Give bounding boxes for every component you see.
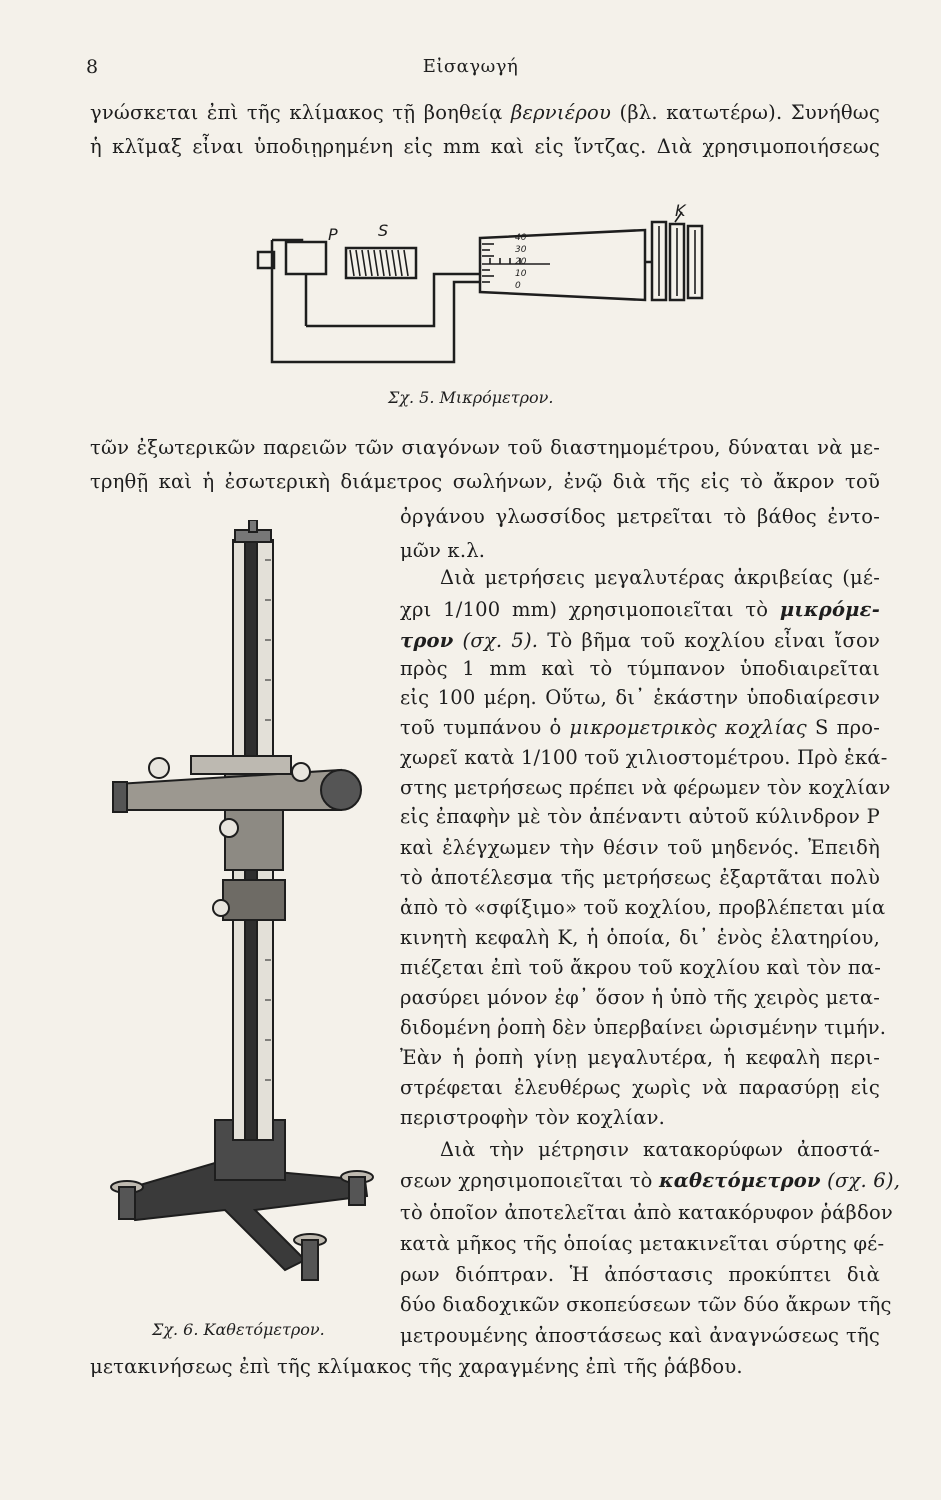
page-number: 8 [86,56,99,78]
text-line: τὸ ἀποτέλεσμα τῆς μετρήσεως ἐξαρτᾶται πολὺ [400,866,880,889]
text-line: ὀργάνου γλωσσίδος μετρεῖται τὸ βάθος ἐντο- [400,505,880,528]
label-p: P [328,225,338,244]
label-k: K [675,201,686,220]
text-line: τῶν ἐξωτερικῶν παρειῶν τῶν σιαγόνων τοῦ διαστημομέτρου, δύναται νὰ με- [90,436,880,459]
text-line: ἀπὸ τὸ «σφίξιμο» τοῦ κοχλίου, προβλέπεται μία [400,896,886,919]
text-line: τοῦ τυμπάνου ὁ μικρομετρικὸς κοχλίας S προ- [400,716,880,739]
text-line: πιέζεται ἐπὶ τοῦ ἄκρου τοῦ κοχλίου καὶ τὸν πα- [400,956,882,979]
text-line: ἡ κλῖμαξ εἶναι ὑποδιῃρημένη εἰς mm καὶ εἰς ἴντζας. Διὰ χρησιμοποιήσεως [90,135,880,158]
scale-tick-label: 10 [515,269,527,279]
text-line: πρὸς 1 mm καὶ τὸ τύμπανον ὑποδιαιρεῖται [400,657,880,680]
text-line: διδομένη ῥοπὴ δὲν ὑπερβαίνει ὡρισμένην τιμήν. [400,1016,887,1039]
text-line: μῶν κ.λ. [400,539,486,562]
text-line: χρι 1/100 mm) χρησιμοποιεῖται τὸ μικρόμε- [400,598,880,621]
text-line: κατὰ μῆκος τῆς ὁποίας μετακινεῖται σύρτης φέ- [400,1232,885,1255]
text-line: μετακινήσεως ἐπὶ τῆς κλίμακος τῆς χαραγμένης ἐπὶ τῆς ῥάβδου. [90,1355,743,1378]
page-header [0,56,941,82]
text-line: ρασύρει μόνον ἐφ᾽ ὅσον ἡ ὑπὸ τῆς χειρὸς μετα- [400,986,880,1009]
text-line: τρηθῇ καὶ ἡ ἐσωτερικὴ διάμετρος σωλήνων, ἐνῷ διὰ τῆς εἰς τὸ ἄκρον τοῦ [90,470,880,493]
text-line: εἰς ἐπαφὴν μὲ τὸν ἀπέναντι αὐτοῦ κύλινδρον P [400,805,880,828]
text-line: κινητὴ κεφαλὴ K, ἡ ὁποία, δι᾽ ἑνὸς ἐλατηρίου, [400,926,880,949]
text-line: εἰς 100 μέρη. Οὕτω, δι᾽ ἑκάστην ὑποδιαίρεσιν [400,686,880,709]
scale-tick-label: 0 [515,281,521,291]
text-line: καὶ ἐλέγχωμεν τὴν θέσιν τοῦ μηδενός. Ἐπειδὴ [400,836,880,859]
text-line: τρον (σχ. 5). Τὸ βῆμα τοῦ κοχλίου εἶναι ἴσον [400,629,880,652]
text-line: Ἐὰν ἡ ῥοπὴ γίνῃ μεγαλυτέρα, ἡ κεφαλὴ περι- [400,1046,880,1069]
scale-tick-label: 30 [515,245,527,255]
figure5-caption: Σχ. 5. Μικρόμετρον. [388,388,554,407]
scale-tick-label: 20 [515,257,527,267]
text-line: περιστροφὴν τὸν κοχλίαν. [400,1106,666,1129]
text-line: τὸ ὁποῖον ἀποτελεῖται ἀπὸ κατακόρυφον ῥάβδον [400,1201,893,1224]
text-line: στρέφεται ἐλευθέρως χωρὶς νὰ παρασύρῃ εἰς [400,1076,880,1099]
label-s: S [378,221,389,240]
running-title: Εἰσαγωγή [422,56,519,77]
scale-tick-label: 40 [515,233,527,243]
text-line: γνώσκεται ἐπὶ τῆς κλίμακος τῇ βοηθείᾳ βερνιέρου (βλ. κατωτέρω). Συνήθως [90,101,880,124]
text-line: ρων διόπτραν. Ἡ ἀπόστασις προκύπτει διὰ [400,1263,880,1286]
figure6-caption: Σχ. 6. Καθετόμετρον. [152,1320,325,1339]
cathetometer-figure [105,520,395,1300]
text-line: δύο διαδοχικῶν σκοπεύσεων τῶν δύο ἄκρων τῆς [400,1293,892,1316]
text-line: σεων χρησιμοποιεῖται τὸ καθετόμετρον (σχ. 6), [400,1169,901,1192]
text-line: Διὰ τὴν μέτρησιν κατακορύφων ἀποστά- [440,1138,880,1161]
micrometer-figure [250,200,730,375]
text-line: μετρουμένης ἀποστάσεως καὶ ἀναγνώσεως τῆς [400,1324,880,1347]
text-line: στης μετρήσεως πρέπει νὰ φέρωμεν τὸν κοχλίαν [400,776,891,799]
text-line: Διὰ μετρήσεις μεγαλυτέρας ἀκριβείας (μέ- [440,566,880,589]
text-line: χωρεῖ κατὰ 1/100 τοῦ χιλιοστομέτρου. Πρὸ ἑκά- [400,746,888,769]
